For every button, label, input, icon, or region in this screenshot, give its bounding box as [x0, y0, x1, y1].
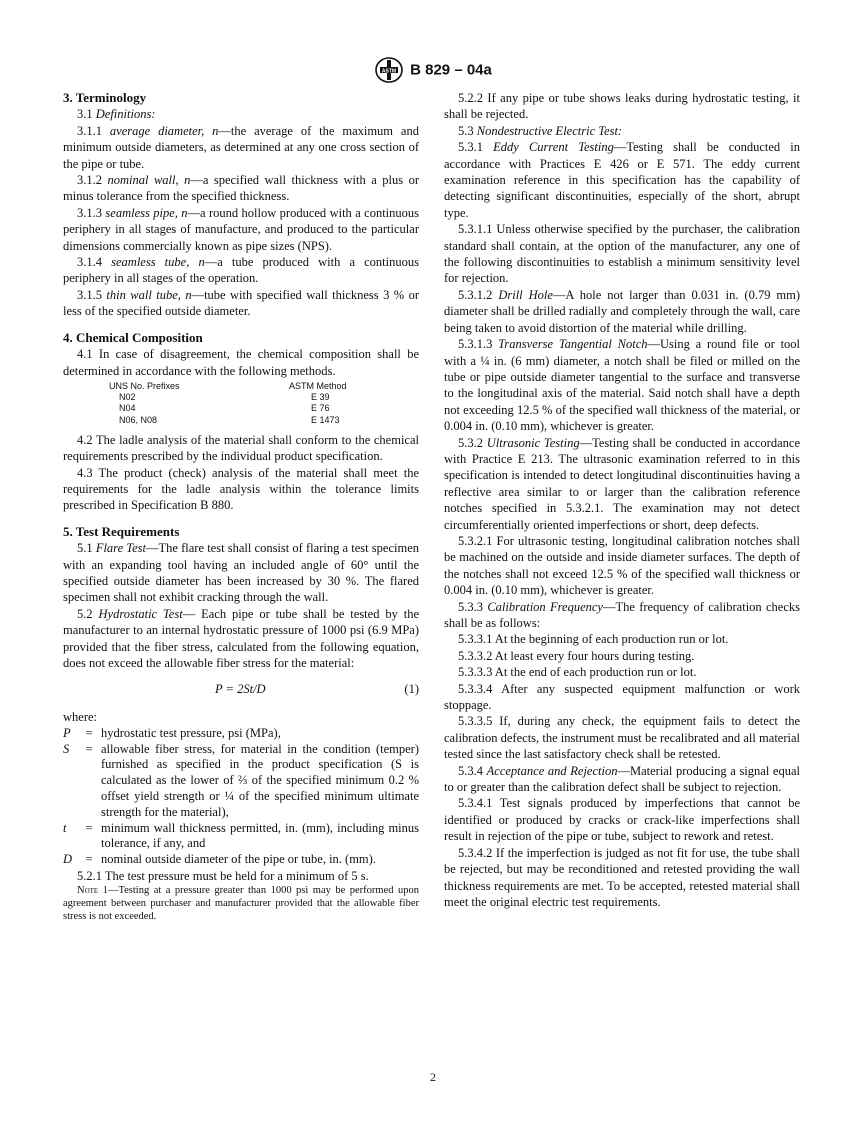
para-4-3: 4.3 The product (check) analysis of the material shall meet the requirements for the ladle analysis within the tolerance limits prescribed in Specification B 880.	[63, 465, 419, 513]
table-header-cell: ASTM Method	[289, 380, 347, 391]
para-5-3-3-2: 5.3.3.2 At least every four hours during testing.	[458, 648, 695, 663]
para-5-2: 5.2 Hydrostatic Test— Each pipe or tube shall be tested by the manufacturer to an internal hydrostatic pressure of 1000 psi (6.9 MPa) provided that the fiber stress, calculated from the following equation, does not exceed the allowable fiber stress for the material:	[63, 606, 420, 670]
table-row	[63, 403, 347, 414]
table-cell: N02	[119, 392, 136, 403]
para-5-3-3: 5.3.3 Calibration Frequency—The frequency of calibration checks shall be as follows:	[444, 599, 801, 630]
variable-row: D = nominal outside diameter of the pipe or tube, in. (mm).	[63, 852, 376, 867]
para-5-3-3-5: 5.3.3.5 If, during any check, the equipment fails to detect the calibration defects, the instrument must be recalibrated and all material tested since the last satisfactory check shall be retested.	[444, 714, 800, 762]
para-3-1-3: 3.1.3 seamless pipe, n—a round hollow produced with a continuous periphery in all stages of manufacture, and produced to the particular dimensions commercially known as pipe sizes (NPS).	[63, 205, 420, 253]
para-5-3-1-3: 5.3.1.3 Transverse Tangential Notch—Using a round file or tool with a ¼ in. (6 mm) diameter, a notch shall be filed or milled on the tube or pipe outside diameter tangential to the surface and transverse to the longitudinal axis of the material. Said notch shall have a depth not exceeding 12.5 % of the specified wall thickness of the material, or 0.004 in. (0.10 mm), whichever is greater.	[444, 337, 801, 434]
table-row	[63, 392, 347, 403]
equation-1	[63, 679, 419, 701]
para-5-3-1: 5.3.1 Eddy Current Testing—Testing shall be conducted in accordance with Practices E 426 or E 571. The eddy current examination reference in this specification has the capability of detecting significant discontinuities, especially of the short, abrupt type.	[444, 140, 801, 220]
astm-logo-icon	[374, 56, 404, 84]
para-5-1: 5.1 Flare Test—The flare test shall consist of flaring a test specimen with an expanding tool having an included angle of 60° until the specified outside diameter has been increased by 30 %. The flared specimen shall not exhibit cracking through the wall.	[63, 541, 419, 605]
table-header-row	[63, 381, 347, 392]
para-5-3-4-1: 5.3.4.1 Test signals produced by imperfections that cannot be identified or produced by cracks or crack-like imperfections shall result in rejection of the pipe or tube, subject to rework and retest.	[444, 796, 800, 844]
page-number: 2	[430, 1070, 436, 1084]
variable-row: t = minimum wall thickness permitted, in. (mm), including minus tolerance, if any, and	[63, 820, 419, 851]
variable-row: P = hydrostatic test pressure, psi (MPa),	[63, 725, 281, 740]
methods-table	[63, 381, 347, 426]
table-cell: E 1473	[311, 414, 340, 425]
para-3-1-4: 3.1.4 seamless tube, n—a tube produced with a continuous periphery in all stages of the operation.	[63, 255, 419, 286]
section-4-heading: 4. Chemical Composition	[63, 329, 203, 345]
para-5-3-3-1: 5.3.3.1 At the beginning of each production run or lot.	[458, 632, 729, 647]
para-3-1-2: 3.1.2 nominal wall, n—a specified wall thickness with a plus or minus tolerance from the specified thickness.	[63, 173, 420, 204]
para-3-1: 3.1 Definitions:	[77, 107, 156, 122]
table-cell: E 76	[311, 403, 330, 414]
table-cell: N04	[119, 403, 136, 414]
para-5-2-1: 5.2.1 The test pressure must be held for a minimum of 5 s.	[77, 868, 369, 883]
para-4-2: 4.2 The ladle analysis of the material shall conform to the chemical requirements prescribed by the individual product specification.	[63, 432, 419, 464]
table-header-cell: UNS No. Prefixes	[109, 380, 180, 391]
where-label: where:	[63, 710, 98, 725]
para-4-1: 4.1 In case of disagreement, the chemical composition shall be determined in accordance with the following methods.	[63, 347, 419, 378]
para-5-3-4: 5.3.4 Acceptance and Rejection—Material producing a signal equal to or greater than the calibration defect shall be subject to rejection.	[444, 763, 801, 795]
table-cell: N06, N08	[119, 414, 158, 425]
para-5-3-4-2: 5.3.4.2 If the imperfection is judged as not fit for use, the tube shall be rejected, but may be reconditioned and retested providing the wall thickness requirements are met. To be accepted, retested material shall meet the original electric test requirements.	[444, 845, 800, 909]
section-5-heading: 5. Test Requirements	[63, 523, 180, 539]
section-3-heading: 3. Terminology	[63, 90, 147, 105]
right-column	[444, 90, 800, 910]
svg-text:ASTM: ASTM	[382, 68, 397, 75]
para-5-3-3-4: 5.3.3.4 After any suspected equipment malfunction or work stoppage.	[444, 681, 800, 713]
para-5-3: 5.3 Nondestructive Electric Test:	[458, 123, 623, 138]
equation-number: (1)	[404, 682, 419, 697]
para-5-2-2: 5.2.2 If any pipe or tube shows leaks during hydrostatic testing, it shall be rejected.	[444, 91, 800, 122]
table-cell: E 39	[311, 392, 330, 403]
variable-definitions	[63, 726, 419, 868]
para-5-3-2-1: 5.3.2.1 For ultrasonic testing, longitudinal calibration notches shall be machined on the outside and inside diameter surfaces. The depth of the notches shall not exceed 12.5 % of the specified wall thickness or 0.004 in. (0.10 mm), whichever is greater.	[444, 533, 800, 598]
para-5-3-1-1: 5.3.1.1 Unless otherwise specified by the purchaser, the calibration standard shall contain, at the option of the manufacturer, any one of the following discontinuities to establish a minimum sensitivity level for rejection.	[444, 222, 800, 286]
left-column	[63, 90, 419, 923]
page-header	[0, 56, 866, 84]
para-5-3-3-3: 5.3.3.3 At the end of each production run or lot.	[458, 665, 697, 680]
equation-formula: P = 2St/D	[215, 682, 266, 697]
para-3-1-5: 3.1.5 thin wall tube, n—tube with specified wall thickness 3 % or less of the specified outside diameter.	[63, 287, 419, 319]
designation: B 829 – 04a	[410, 61, 492, 79]
variable-row: S = allowable fiber stress, for material in the condition (temper) furnished as specified in the product specification (S is calculated as the lower of ⅔ of the specified minimum 0.2 % offset yield strength or ¼ of the specified minimum ultimate strength for the material),	[63, 741, 419, 819]
para-5-3-1-2: 5.3.1.2 Drill Hole—A hole not larger than 0.031 in. (0.79 mm) diameter shall be drilled radially and completely through the wall, care being taken to avoid distortion of the material while drilling.	[444, 287, 801, 335]
para-5-3-2: 5.3.2 Ultrasonic Testing—Testing shall be conducted in accordance with Practice E 213. The ultrasonic examination referred to in this specification is intended to detect longitudinal discontinuities having a reflective area similar to or larger than the calibration reference notches specified in 5.3.2.1. The examination may not detect circumferentially oriented imperfections or short, deep defects.	[444, 435, 800, 532]
table-row	[63, 415, 347, 426]
note-1: Note 1—Testing at a pressure greater than 1000 psi may be performed upon agreement between purchaser and manufacturer provided that the allowable fiber stress is not exceeded.	[63, 885, 419, 923]
para-3-1-1: 3.1.1 average diameter, n—the average of the maximum and minimum outside diameters, as determined at any one cross section of the pipe or tube.	[63, 123, 419, 171]
